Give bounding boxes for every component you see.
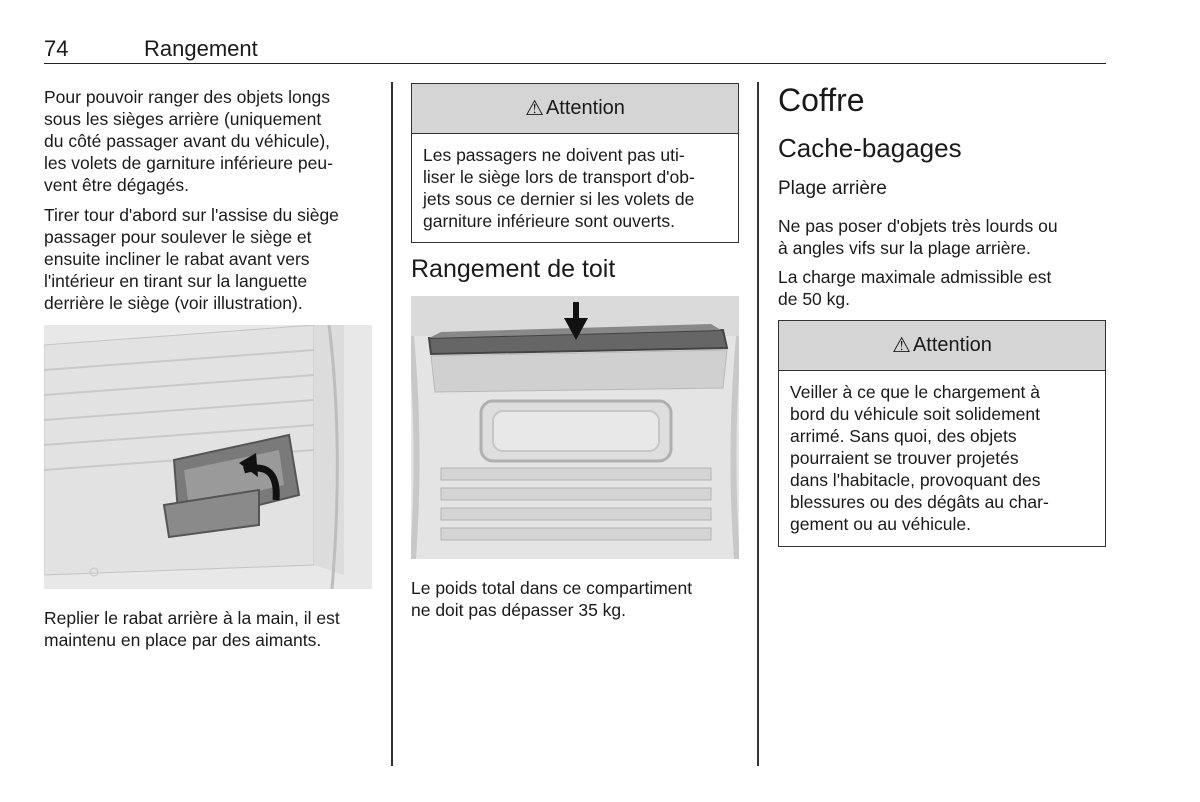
column-divider: [757, 82, 759, 766]
paragraph: Replier le rabat arrière à la main, il est maintenu en place par des aimants.: [44, 608, 340, 650]
page-header: [44, 36, 1106, 64]
paragraph: Le poids total dans ce compartiment ne doit pas dépasser 35 kg.: [411, 578, 693, 620]
section-heading: Rangement de toit: [411, 255, 616, 283]
warning-text: Veiller à ce que le chargement à bord du véhicule soit solidement arrimé. Sans quoi, des objets pourraient se trouver projetés dans l'habitacle, provoquant des blessures ou des dégâts au char- gement ou au véhicule.: [790, 382, 1049, 534]
warning-box: [778, 320, 1106, 547]
warning-triangle-icon: ⚠: [525, 97, 544, 120]
warning-text: Les passagers ne doivent pas uti- liser le siège lors de transport d'ob- jets sous ce dernier si les volets de garniture inférieure sont ouverts.: [423, 145, 695, 231]
warning-title: Attention: [912, 334, 992, 356]
sub-heading: Plage arrière: [778, 178, 887, 199]
paragraph: Ne pas poser d'objets très lourds ou à angles vifs sur la plage arrière.: [778, 216, 1058, 258]
column-divider: [391, 82, 393, 766]
paragraph: Pour pouvoir ranger des objets longs sous les sièges arrière (uniquement du côté passager avant du véhicule), les volets de garniture inférieure peu- vent être dégagés.: [44, 87, 333, 195]
warning-header: [779, 321, 1105, 371]
warning-header: [412, 84, 738, 134]
warning-title: Attention: [545, 97, 625, 119]
roof-storage-illustration: [411, 296, 739, 559]
paragraph: La charge maximale admissible est de 50 kg.: [778, 267, 1052, 309]
warning-box: [411, 83, 739, 243]
paragraph: Tirer tour d'abord sur l'assise du siège passager pour soulever le siège et ensuite incliner le rabat avant vers l'intérieur en tirant sur la languette derrière le siège (voir illustration).: [44, 205, 339, 313]
chapter-title: Coffre: [778, 82, 865, 118]
page-number: 74: [44, 36, 69, 61]
seat-flap-illustration: [44, 325, 372, 589]
section-heading: Cache-bagages: [778, 133, 962, 163]
section-title: Rangement: [144, 36, 258, 61]
warning-triangle-icon: ⚠: [892, 334, 911, 357]
